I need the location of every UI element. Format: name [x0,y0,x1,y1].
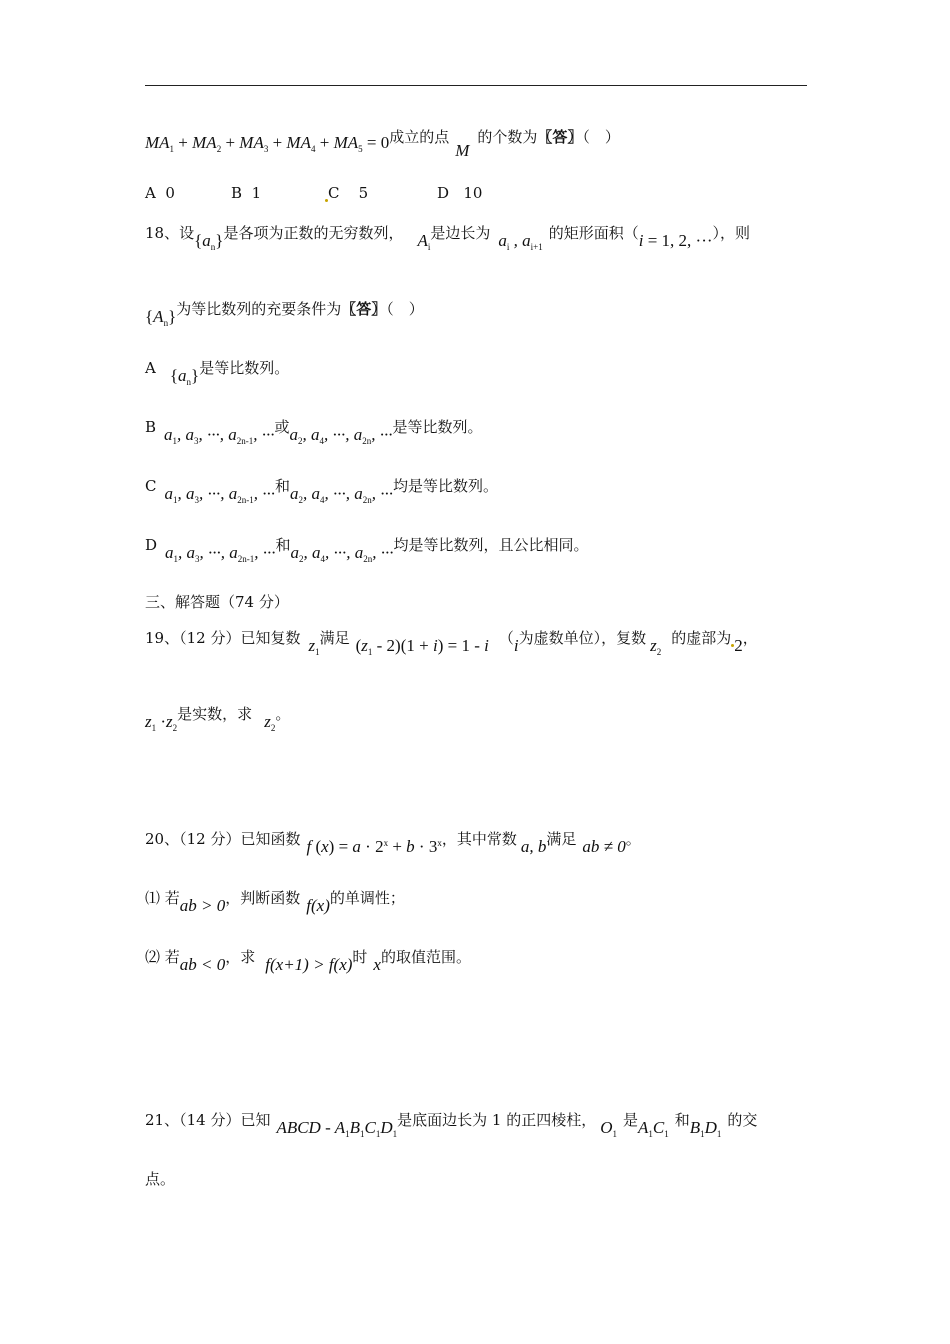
q18-text4: ），则 [712,224,751,242]
even-seq: $a_2$, $a_4$, ···, $a_{2n}$, ··· [290,543,394,564]
q20-cond: ab ≠ 0 [582,837,626,856]
q18-statement-2 [145,298,424,328]
q18-option-d: D $a_1$, $a_3$, ···, $a_{2n-1}$, ···和$a_2$, $a_4$, ···, $a_{2n}$, ···均是等比数列，且公比相同。 [145,536,589,564]
q19-prod: $z_1 \cdot z_2$ [145,712,178,733]
even-seq: $a_2$, $a_4$, ···, $a_{2n}$, ··· [289,425,393,446]
q18-index: i = 1, 2, ··· [638,231,713,250]
q21-statement-2: 点。 [145,1170,176,1188]
odd-seq: $a_1$, $a_3$, ···, $a_{2n-1}$, ··· [165,543,276,564]
q17-options [145,184,482,202]
header-rule [145,85,807,86]
q19-statement-2: $z_1 \cdot z_2$是实数，求 $z_2$。 [145,705,291,733]
q19-i: i [513,636,519,655]
q18-answer-tag: 〖答〗 [341,300,387,318]
q19-eq: $(z_1 - 2)(1 + i) = 1 - i$ [355,636,489,657]
q17-paren: （ ） [582,128,620,146]
q18-option-c: C $a_1$, $a_3$, ···, $a_{2n-1}$, ···和$a_2$, $a_4$, ···, $a_{2n}$, ···均是等比数列。 [145,477,499,505]
q17-option-c: C 5 [325,184,437,202]
even-seq: $a_2$, $a_4$, ···, $a_{2n}$, ··· [290,484,393,505]
q20-func: f $(x) = a \cdot 2^x + b \cdot 3^x$ [306,837,442,856]
q18-text2: 是边长为 [430,224,491,242]
q18-number: 18、设 [145,224,195,242]
q18-Ai: $A_i$ [417,231,431,252]
q18-sides: $a_i$ , $a_{i+1}$ [498,231,543,252]
q17-option-a: A 0 [145,184,175,202]
q18-option-b: B $a_1$, $a_3$, ···, $a_{2n-1}$, ···或$a_2$, $a_4$, ···, $a_{2n}$, ···是等比数列。 [145,418,483,446]
q18-seq-a: $\{a_n\}$ [194,231,224,252]
q18-text5: 为等比数列的充要条件为 [176,300,342,318]
q18-text1: 是各项为正数的无穷数列， [223,224,404,242]
q18-text3: 的矩形面积（ [548,224,639,242]
q19-statement: 19、（12 分）已知复数 $z_1$满足 $(z_1 - 2)(1 + i) = 1 - i$ （i为虚数单位），复数 $z_2$的虚部为 2， [145,629,758,657]
q18-seq-A: $\{A_n\}$ [145,307,177,328]
q18-statement [145,222,751,252]
q21-O1: $O_1$ [600,1118,617,1139]
q19-z2: $z_2$ [650,636,662,657]
q20-part-1: ⑴ 若ab > 0，判断函数 f(x)的单调性； [145,889,405,915]
q17-option-b: B 1 [231,184,262,202]
q20-part-2: ⑵ 若ab < 0，求 f(x+1) > f(x)时 x的取值范围。 [145,948,471,974]
q19-two: 2 [734,636,743,655]
odd-seq: $a_1$, $a_3$, ···, $a_{2n-1}$, ··· [164,425,275,446]
q19-z1: $z_1$ [308,636,320,657]
q21-A1C1: $A_1C_1$ [638,1118,669,1139]
q17-point: M [455,141,470,160]
q18-option-a: A $\{a_n\}$是等比数列。 [145,359,290,387]
q17-answer-tag: 〖答〗 [537,128,583,146]
odd-seq: $a_1$, $a_3$, ···, $a_{2n-1}$, ··· [164,484,275,505]
q21-prism: ABCD - $A_1B_1C_1D_1$ [276,1118,398,1139]
q19-z2-end: $z_2$ [264,712,276,733]
q20-ab: a, b [520,837,547,856]
q17-option-d: D 10 [437,184,483,202]
q18-optA-seq: $\{a_n\}$ [169,366,200,387]
q17-text-a: 成立的点 [389,128,450,146]
q17-vector-formula: $MA_1 + MA_2 + MA_3 + MA_4 + MA_5 = 0$ [145,133,390,154]
q18-paren: （ ） [386,300,424,318]
q20-statement: 20、（12 分）已知函数 f $(x) = a \cdot 2^x + b \cdot 3^x$，其中常数 a, b满足 ab ≠ 0。 [145,830,641,856]
section-3-title: 三、解答题（74 分） [145,593,289,611]
q17-statement [145,128,620,160]
q21-statement: 21、（14 分）已知 ABCD - $A_1B_1C_1D_1$是底面边长为 1 的正四棱柱， $O_1$是$A_1C_1$和$B_1D_1$的交 [145,1111,758,1139]
q21-B1D1: $B_1D_1$ [689,1118,722,1139]
q17-text-b: 的个数为 [477,128,538,146]
